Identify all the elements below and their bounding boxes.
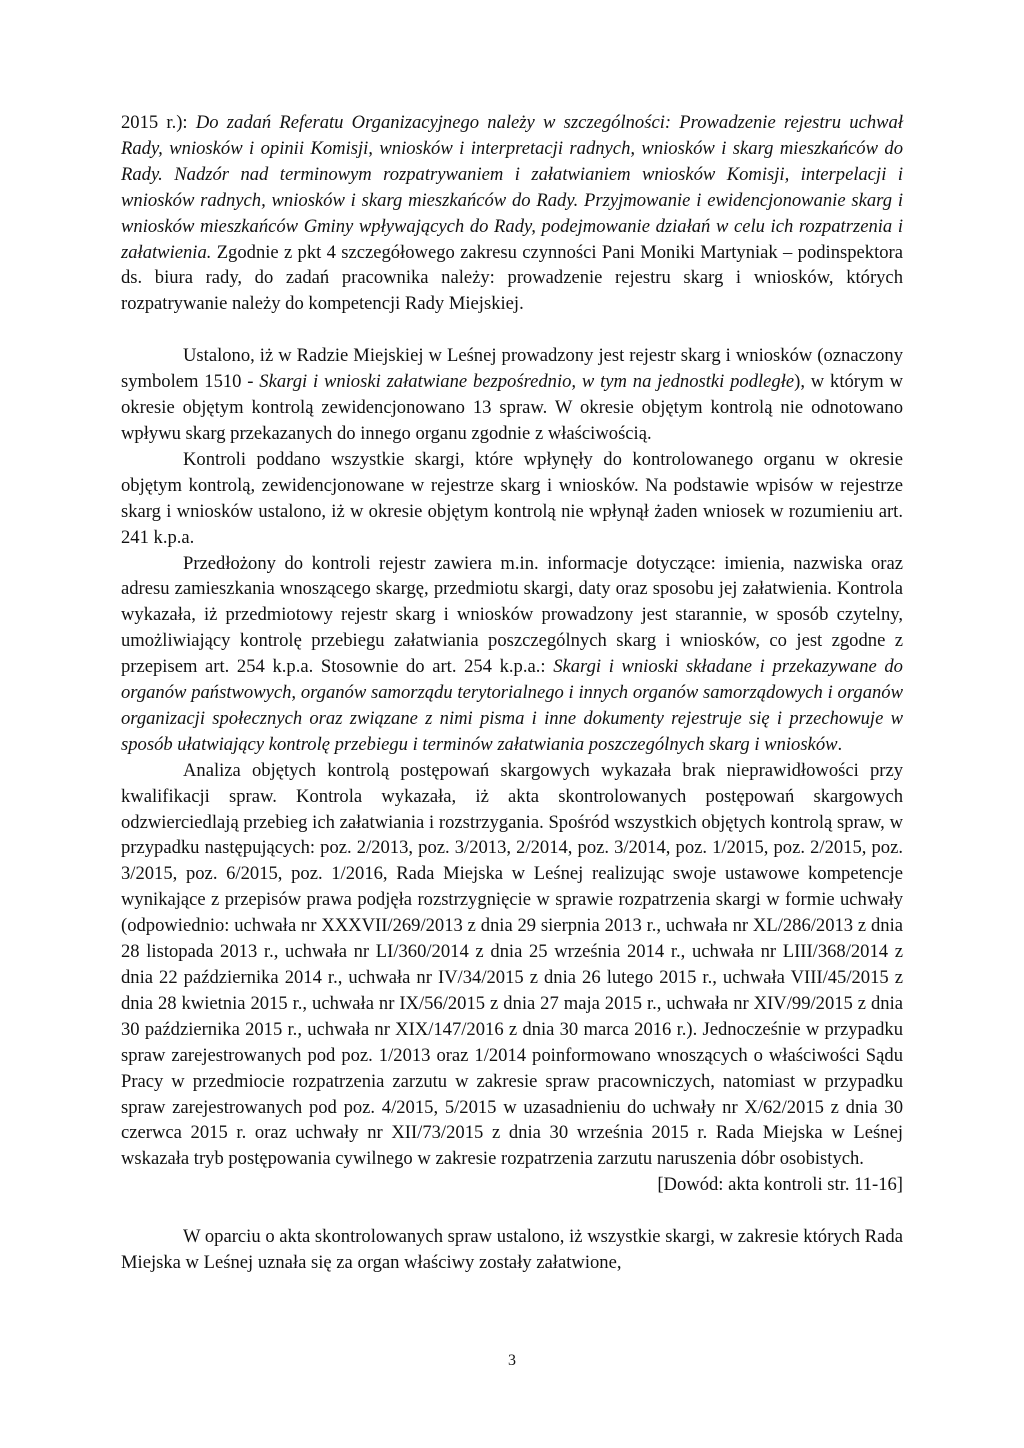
register-symbol-name: Skargi i wnioski załatwiane bezpośrednio, w tym na jednostki podległe: [259, 371, 795, 393]
quoted-article-254: Skargi i wnioski składane i przekazywane do organów państwowych, organów samorządu terytorialnego i innych organów samorządowych i organów organizacji społecznych oraz związane z nimi pisma i inne dokumenty rejestruje się i przechowuje w sposób ułatwiający kontrolę przebiegu i terminów załatwiania poszczególnych skarg i wniosków: [121, 656, 903, 755]
paragraph-text: Ustalono, iż w Radzie Miejskiej w Leśnej prowadzony jest rejestr skarg i wniosków (oznaczony symbolem 1510 -: [121, 345, 903, 393]
quoted-regulation-text: Do zadań Referatu Organizacyjnego należy w szczególności: Prowadzenie rejestru uchwał Rady, wniosków i opinii Komisji, wniosków i interpretacji radnych, wniosków i skarg mieszkańców do Rady. Nadzór nad terminowym rozpatrywaniem i załatwianiem wniosków Komisji, interpelacji i wniosków radnych, wniosków i skarg mieszkańców do Rady. Przyjmowanie i ewidencjonowanie skarg i wniosków mieszkańców Gminy wpływających do Rady, podejmowanie działań w celu ich rozpatrzenia i załatwienia.: [121, 112, 904, 263]
paragraph-conclusion: W oparciu o akta skontrolowanych spraw ustalono, iż wszystkie skargi, w zakresie których Rada Miejska w Leśnej uznała się za organ właściwy zostały załatwione,: [121, 1226, 903, 1274]
paragraph-lead-text: 2015 r.):: [121, 112, 196, 133]
paragraph-register-findings: [121, 343, 903, 447]
paragraph-text: ), w którym w okresie objętym kontrolą zewidencjonowano 13 spraw. W okresie objętym kontrolą nie odnotowano wpływu skarg przekazanych do innego organu zgodnie z właściwością.: [121, 371, 904, 444]
page-number: 3: [508, 1352, 516, 1369]
paragraph-register-contents: [121, 551, 903, 758]
document-body: [121, 110, 903, 1276]
paragraph-case-analysis: Analiza objętych kontrolą postępowań skargowych wykazała brak nieprawidłowości przy kwalifikacji spraw. Kontrola wykazała, iż akta skontrolowanych postępowań skargowych odzwierciedlają przebieg ich załatwiania i rozstrzygania. Spośród wszystkich objętych kontrolą spraw, w przypadku następujących: poz. 2/2013, poz. 3/2013, 2/2014, poz. 3/2014, poz. 1/2015, poz. 2/2015, poz. 3/2015, poz. 6/2015, poz. 1/2016, Rada Miejska w Leśnej realizując swoje ustawowe kompetencje wynikające z przepisów prawa podjęła rozstrzygnięcie w sprawie rozpatrzenia skargi w formie uchwały (odpowiednio: uchwała nr XXXVII/269/2013 z dnia 29 sierpnia 2013 r., uchwała nr XL/286/2013 z dnia 28 listopada 2013 r., uchwała nr LI/360/2014 z dnia 25 września 2014 r., uchwała nr LIII/368/2014 z dnia 22 października 2014 r., uchwała nr IV/34/2015 z dnia 26 lutego 2015 r., uchwała VIII/45/2015 z dnia 28 kwietnia 2015 r., uchwała nr IX/56/2015 z dnia 27 maja 2015 r., uchwała nr XIV/99/2015 z dnia 30 października 2015 r., uchwała nr XIX/147/2016 z dnia 30 marca 2016 r.). Jednocześnie w przypadku spraw zarejestrowanych pod poz. 1/2013 oraz 1/2014 poinformowano wnoszących o właściwości Sądu Pracy w przedmiocie rozpatrzenia zarzutu w zakresie spraw pracowniczych, natomiast w przypadku spraw zarejestrowanych pod poz. 4/2015, 5/2015 w uzasadnieniu do uchwały nr X/62/2015 z dnia 30 czerwca 2015 r. oraz uchwały nr XII/73/2015 z dnia 30 września 2015 r. Rada Miejska w Leśnej wskazała tryb postępowania cywilnego w zakresie rozpatrzenia zarzutu naruszenia dóbr osobistych.: [121, 759, 903, 1170]
paragraph-referat-duties: [121, 110, 903, 317]
paragraph-complaints-reviewed: Kontroli poddano wszystkie skargi, które wpłynęły do kontrolowanego organu w okresie objętym kontrolą, zewidencjonowane w rejestrze skarg i wniosków. Na podstawie wpisów w rejestrze skarg i wniosków ustalono, iż w okresie objętym kontrolą nie wpłynął żaden wniosek w rozumieniu art. 241 k.p.a.: [121, 448, 903, 548]
paragraph-text: .: [837, 733, 843, 755]
paragraph-text: Zgodnie z pkt 4 szczegółowego zakresu czynności Pani Moniki Martyniak – podinspektora ds. biura rady, do zadań pracownika należy: prowadzenie rejestru skarg i wniosków, których rozpatrywanie należy do kompetencji Rady Miejskiej.: [121, 241, 903, 315]
paragraph-text: Przedłożony do kontroli rejestr zawiera m.in. informacje dotyczące: imienia, nazwiska oraz adresu zamieszkania wnoszącego skargę, przedmiotu skargi, daty oraz sposobu jej załatwienia. Kontrola wykazała, iż przedmiotowy rejestr skarg i wniosków prowadzony jest starannie, w sposób czytelny, umożliwiający kontrolę przebiegu załatwiania poszczególnych skarg i wniosków, co jest zgodne z przepisem art. 254 k.p.a. Stosownie do art. 254 k.p.a.:: [121, 552, 903, 678]
evidence-reference: [Dowód: akta kontroli str. 11-16]: [657, 1174, 903, 1196]
